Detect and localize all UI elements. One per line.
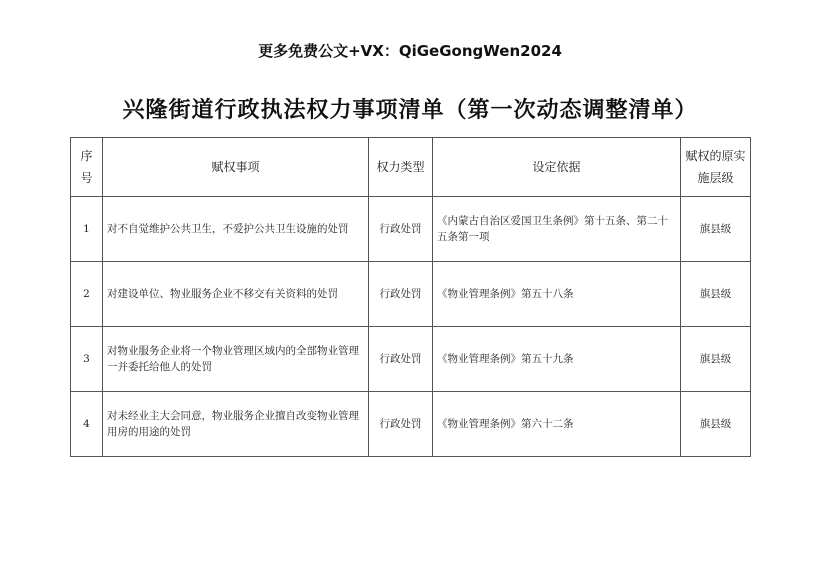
table-row xyxy=(71,392,751,457)
table-row xyxy=(71,262,751,327)
row-no: 3 xyxy=(71,327,103,392)
row-item: 对建设单位、物业服务企业不移交有关资料的处罚 xyxy=(103,262,369,327)
row-item: 对不自觉维护公共卫生，不爱护公共卫生设施的处罚 xyxy=(103,197,369,262)
row-basis: 《物业管理条例》第五十九条 xyxy=(433,327,681,392)
header-no: 序号 xyxy=(71,138,103,197)
row-no: 2 xyxy=(71,262,103,327)
table-row xyxy=(71,327,751,392)
row-basis: 《物业管理条例》第五十八条 xyxy=(433,262,681,327)
row-no: 4 xyxy=(71,392,103,457)
row-item: 对未经业主大会同意，物业服务企业擅自改变物业管理用房的用途的处罚 xyxy=(103,392,369,457)
document-title: 兴隆街道行政执法权力事项清单（第一次动态调整清单） xyxy=(122,97,698,123)
header-type: 权力类型 xyxy=(369,138,433,197)
row-type: 行政处罚 xyxy=(369,197,433,262)
header-item: 赋权事项 xyxy=(103,138,369,197)
row-type: 行政处罚 xyxy=(369,392,433,457)
row-level: 旗县级 xyxy=(681,197,751,262)
row-level: 旗县级 xyxy=(681,262,751,327)
row-item: 对物业服务企业将一个物业管理区域内的全部物业管理一并委托给他人的处罚 xyxy=(103,327,369,392)
header-basis: 设定依据 xyxy=(433,138,681,197)
row-level: 旗县级 xyxy=(681,392,751,457)
row-type: 行政处罚 xyxy=(369,262,433,327)
row-type: 行政处罚 xyxy=(369,327,433,392)
table-header-row xyxy=(71,138,751,197)
table-row xyxy=(71,197,751,262)
row-basis: 《物业管理条例》第六十二条 xyxy=(433,392,681,457)
items-table xyxy=(70,137,751,457)
header-level: 赋权的原实施层级 xyxy=(681,138,751,197)
row-level: 旗县级 xyxy=(681,327,751,392)
row-no: 1 xyxy=(71,197,103,262)
row-basis: 《内蒙古自治区爱国卫生条例》第十五条、第二十五条第一项 xyxy=(433,197,681,262)
header-note: 更多免费公文+VX：QiGeGongWen2024 xyxy=(258,42,562,60)
